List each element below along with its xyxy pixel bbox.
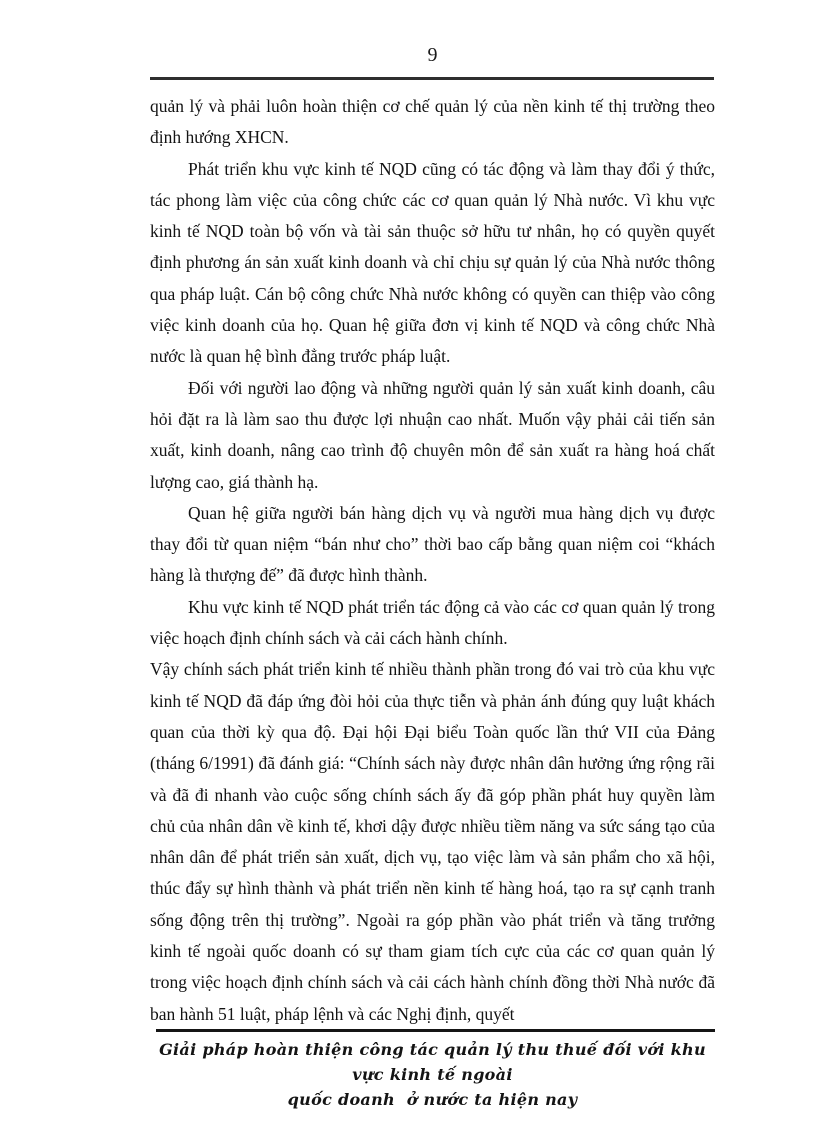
- footer-title-line-1: Giải pháp hoàn thiện công tác quản lý thu thuế đối với khu vực kinh tế ngoài: [159, 1040, 712, 1084]
- page-number: 9: [427, 44, 438, 66]
- paragraph-5: Khu vực kinh tế NQD phát triển tác động cả vào các cơ quan quản lý trong việc hoạch định chính sách và cải cách hành chính.: [150, 596, 715, 649]
- footer-title: [150, 1037, 715, 1112]
- paragraph-4: Quan hệ giữa người bán hàng dịch vụ và người mua hàng dịch vụ được thay đổi từ quan niệm “bán như cho” thời bao cấp bằng quan niệm coi “khách hàng là thượng đế” đã được hình thành.: [150, 502, 715, 586]
- paragraph-6: Vậy chính sách phát triển kinh tế nhiều thành phần trong đó vai trò của khu vực kinh tế NQD đã đáp ứng đòi hỏi của thực tiễn và phản ánh đúng quy luật khách quan của thời kỳ qua độ. Đại hội Đại biểu Toàn quốc lần thứ VII của Đảng (tháng 6/1991) đã đánh giá: “Chính sách này được nhân dân hưởng ứng rộng rãi và đã đi nhanh vào cuộc sống chính sách ấy đã góp phần phát huy quyền làm chủ của nhân dân về kinh tế, khơi dậy được nhiều tiềm năng va sức sáng tạo của nhân dân để phát triển sản xuất, dịch vụ, tạo việc làm và sản phẩm cho xã hội, thúc đẩy sự hình thành và phát triển nền kinh tế hàng hoá, tạo ra sự cạnh tranh sống động trên thị trường”. Ngoài ra góp phần vào phát triển và tăng trưởng kinh tế ngoài quốc doanh có sự tham giam tích cực của các cơ quan quản lý trong việc hoạch định chính sách và cải cách hành chính đồng thời Nhà nước đã ban hành 51 luật, pháp lệnh và các Nghị định, quyết: [150, 659, 715, 1024]
- header-rule: [150, 77, 714, 80]
- footer-title-line-2: quốc doanh ở nước ta hiện nay: [287, 1090, 578, 1109]
- footer-rule: [156, 1029, 715, 1032]
- paragraph-3: Đối với người lao động và những người quản lý sản xuất kinh doanh, câu hỏi đặt ra là làm sao thu được lợi nhuận cao nhất. Muốn vậy phải cải tiến sản xuất, kinh doanh, nâng cao trình độ chuyên môn để sản xuất ra hàng hoá chất lượng cao, giá thành hạ.: [150, 377, 715, 492]
- body-text: [150, 91, 715, 1030]
- paragraph-2: Phát triển khu vực kinh tế NQD cũng có tác động và làm thay đổi ý thức, tác phong làm việc của công chức các cơ quan quản lý Nhà nước. Vì khu vực kinh tế NQD toàn bộ vốn và tài sản thuộc sở hữu tư nhân, họ có quyền quyết định phương án sản xuất kinh doanh và chỉ chịu sự quản lý của Nhà nước thông qua pháp luật. Cán bộ công chức Nhà nước không có quyền can thiệp vào công việc kinh doanh của họ. Quan hệ giữa đơn vị kinh tế NQD và công chức Nhà nước là quan hệ bình đẳng trước pháp luật.: [150, 158, 715, 367]
- paragraph-1: quản lý và phải luôn hoàn thiện cơ chế quản lý của nền kinh tế thị trường theo định hướng XHCN.: [150, 96, 715, 148]
